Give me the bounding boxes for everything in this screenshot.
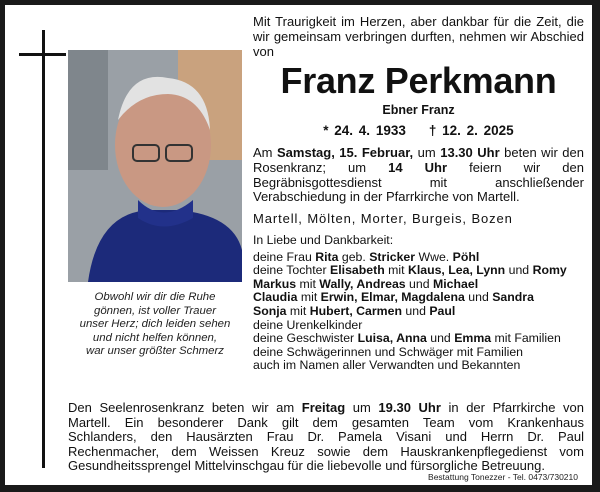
text: um <box>413 144 441 160</box>
bold-text: Elisabeth <box>330 263 385 278</box>
text: mit <box>296 276 320 291</box>
text: Wwe. <box>415 249 453 264</box>
closing-line <box>68 430 584 445</box>
life-dates <box>253 124 584 139</box>
family-line <box>253 291 584 305</box>
closing-line <box>68 401 584 416</box>
text: Am <box>253 144 277 160</box>
places: Martell, Mölten, Morter, Burgeis, Bozen <box>253 211 513 227</box>
family-line <box>253 346 584 360</box>
family-line <box>253 359 584 373</box>
bold-text: Klaus, Lea, Lynn <box>407 263 506 278</box>
text: deine Tochter <box>253 263 331 278</box>
family-line <box>253 332 584 346</box>
closing-line <box>68 445 584 460</box>
text: Martell. Ein besonderer Dank gilt dem gesamten Team vom Krankenhaus <box>68 414 584 430</box>
text: in der Pfarrkirche von <box>440 400 584 415</box>
main-text <box>253 15 584 373</box>
obituary-notice <box>5 5 592 485</box>
closing-line <box>68 416 584 431</box>
text: deine Geschwister <box>253 331 358 346</box>
bold-text: Stricker <box>369 249 416 264</box>
bold-text: Freitag <box>301 400 346 415</box>
text: mit <box>297 290 321 305</box>
family-line <box>253 278 584 292</box>
poem-line: gönnen, ist voller Trauer <box>94 304 216 317</box>
family-heading: In Liebe und Dankbarkeit: <box>253 232 394 247</box>
birth-date: * 24. 4. 1933 <box>323 123 406 139</box>
deceased-name: Franz Perkmann <box>280 60 557 102</box>
bold-text: Michael <box>433 276 479 291</box>
family-line <box>253 305 584 319</box>
bold-text: Markus <box>253 276 297 291</box>
text: und <box>426 331 455 346</box>
text: deine Urenkelkinder <box>253 317 363 332</box>
bold-text: Paul <box>429 303 456 318</box>
text: geb. <box>338 249 370 264</box>
bold-text: Erwin, Elmar, Magdalena <box>320 290 465 305</box>
text: Den Seelenrosenkranz beten wir am <box>68 400 302 415</box>
poem-line: war unser größter Schmerz <box>86 345 224 357</box>
text: deine Schwägerinnen und Schwäger mit Familien <box>253 344 523 359</box>
closing-text <box>68 401 584 474</box>
bold-text: Samstag, 15. Februar, <box>277 144 414 160</box>
cross-icon-bar <box>19 53 66 56</box>
poem <box>68 291 242 359</box>
bold-text: Sonja <box>253 303 287 318</box>
bold-text: Emma <box>454 331 492 346</box>
poem-line: Obwohl wir dir die Ruhe <box>94 291 216 303</box>
poem-line: unser Herz; dich leiden sehen <box>79 318 231 330</box>
alias-name: Ebner Franz <box>382 103 455 118</box>
text: und <box>401 303 430 318</box>
poem-line: und nicht helfen können, <box>92 331 218 344</box>
bold-text: Claudia <box>253 290 298 305</box>
text: Gesundheitssprengel Mittelvinschgau für die liebevolle und fürsorgliche Betreuung. <box>68 458 545 474</box>
family-line <box>253 319 584 333</box>
bold-text: Hubert, Carmen <box>309 303 402 318</box>
text: deine Frau <box>253 249 316 264</box>
cross-icon <box>42 30 45 468</box>
family-line <box>253 264 584 278</box>
bold-text: Romy <box>532 263 567 278</box>
text: mit <box>286 303 310 318</box>
text: beten wir den Rosenkranz; um <box>253 144 584 175</box>
text: feiern wir den Begräbnisgottesdienst mit anschließender Verabschiedung in der Pfarrkirche von Martell. <box>253 159 585 205</box>
text: und <box>464 290 493 305</box>
text: Schlanders, den Hausärzten Frau Dr. Pamela Visani und Herrn Dr. Paul <box>68 429 584 445</box>
portrait-illustration <box>68 50 242 282</box>
text: Rechenmacher, dem Weissen Kreuz sowie dem Hauskrankenpflegedienst vom <box>68 443 584 459</box>
text: mit Familien <box>491 331 561 346</box>
bold-text: Sandra <box>492 290 534 305</box>
bold-text: Wally, Andreas <box>319 276 406 291</box>
bold-text: 19.30 Uhr <box>378 400 441 415</box>
family-line <box>253 251 584 265</box>
undertaker-info: Bestattung Tonezzer - Tel. 0473/730210 <box>428 472 578 482</box>
intro-text: Mit Traurigkeit im Herzen, aber dankbar für die Zeit, die wir gemeinsam verbringen durften, nehmen wir Abschied von <box>253 14 584 59</box>
text: mit <box>384 263 408 278</box>
text: auch im Namen aller Verwandten und Bekannten <box>253 358 521 373</box>
death-date: † 12. 2. 2025 <box>428 123 514 139</box>
bold-text: Pöhl <box>452 249 480 264</box>
bold-text: Luisa, Anna <box>357 331 427 346</box>
service-info <box>253 146 584 205</box>
family-list <box>253 234 584 373</box>
bold-text: 13.30 Uhr <box>440 144 500 160</box>
bold-text: Rita <box>315 249 339 264</box>
bold-text: 14 Uhr <box>388 159 448 175</box>
text: und <box>405 276 433 291</box>
text: um <box>345 400 379 415</box>
text: und <box>505 263 533 278</box>
portrait-photo <box>68 50 242 282</box>
